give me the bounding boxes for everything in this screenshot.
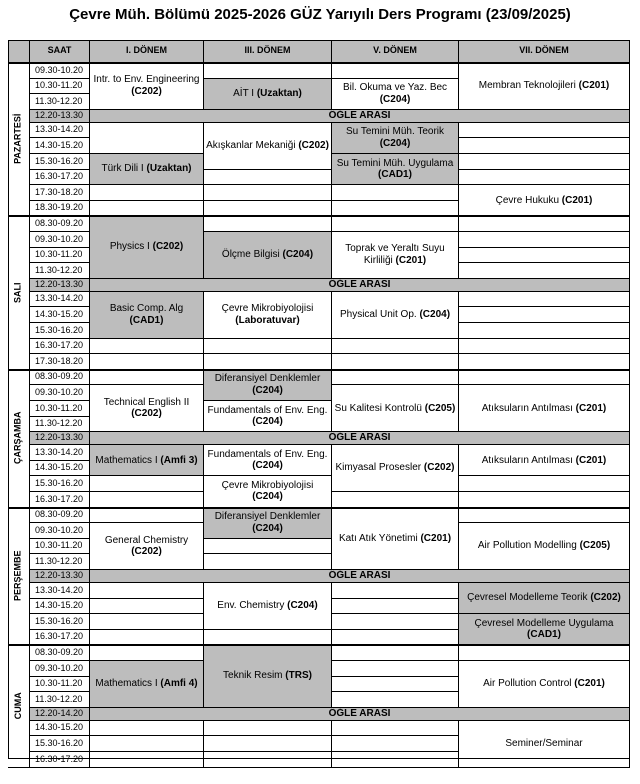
lunch-break: ÖĞLE ARASI xyxy=(90,708,630,721)
course-room: (C202) xyxy=(131,408,162,420)
course-cell xyxy=(459,583,630,614)
course-info xyxy=(92,74,201,97)
time-slot: 08.30-09.20 xyxy=(30,645,90,661)
empty-cell xyxy=(332,354,459,370)
course-room: (Amfi 4) xyxy=(160,678,198,690)
course-name: Mathematics I xyxy=(95,454,158,466)
course-cell xyxy=(459,614,630,645)
empty-cell xyxy=(332,736,459,752)
empty-cell xyxy=(459,232,630,248)
day-name: ÇARŞAMBA xyxy=(12,411,23,465)
header-saat: SAAT xyxy=(30,40,90,63)
course-name: Çevresel Modelleme Teorik xyxy=(467,592,588,604)
course-name: Intr. to Env. Engineering xyxy=(93,74,200,86)
course-info xyxy=(479,80,609,92)
time-slot: 13.30-14.20 xyxy=(30,292,90,308)
empty-cell xyxy=(459,476,630,492)
empty-cell xyxy=(90,583,204,599)
course-name: Katı Atık Yönetimi xyxy=(338,532,418,544)
time-slot: 17.30-18.20 xyxy=(30,354,90,370)
course-cell xyxy=(332,79,459,110)
empty-cell xyxy=(332,201,459,217)
empty-cell xyxy=(204,752,332,768)
course-info xyxy=(334,126,456,149)
course-cell xyxy=(204,292,332,339)
empty-cell xyxy=(332,492,459,508)
course-name: Teknik Resim xyxy=(223,670,283,682)
course-cell xyxy=(459,661,630,708)
course-name: Technical English II xyxy=(103,396,190,408)
empty-cell xyxy=(90,354,204,370)
time-slot: 14.30-15.20 xyxy=(30,721,90,737)
time-slot: 16.30-17.20 xyxy=(30,492,90,508)
course-info xyxy=(206,140,329,152)
day-name: SALI xyxy=(12,282,23,303)
empty-cell xyxy=(332,630,459,646)
empty-cell xyxy=(332,185,459,201)
course-room: (C202) xyxy=(423,462,455,474)
course-info xyxy=(223,670,312,682)
course-name: Seminer/Seminar xyxy=(505,737,583,749)
empty-cell xyxy=(459,339,630,355)
time-slot: 16.30-17.20 xyxy=(30,630,90,646)
course-room: (C204) xyxy=(282,249,314,261)
day-separator xyxy=(8,644,630,646)
course-name: Env. Chemistry xyxy=(217,600,285,612)
course-name: Türk Dili I xyxy=(101,163,144,175)
time-slot: 11.30-12.20 xyxy=(30,417,90,433)
time-slot: 15.30-16.20 xyxy=(30,614,90,630)
course-cell xyxy=(459,721,630,768)
header-d5: V. DÖNEM xyxy=(332,40,459,63)
course-room: (C204) xyxy=(252,416,283,428)
course-room: (C202) xyxy=(590,592,621,604)
course-cell xyxy=(204,508,332,539)
course-info xyxy=(101,163,191,175)
course-name: AİT I xyxy=(233,87,255,99)
time-slot: 10.30-11.20 xyxy=(30,677,90,693)
course-name: Toprak ve Yeraltı Suyu Kirliliği xyxy=(345,243,445,266)
course-room: (CAD1) xyxy=(129,314,164,326)
time-slot: 14.30-15.20 xyxy=(30,307,90,323)
course-name: Bil. Okuma ve Yaz. Bec xyxy=(342,82,448,94)
course-name: Basic Comp. Alg xyxy=(109,303,184,315)
time-slot: 14.30-15.20 xyxy=(30,461,90,477)
course-cell xyxy=(332,508,459,570)
course-room: (C204) xyxy=(252,384,283,396)
course-room: (C201) xyxy=(578,80,610,92)
course-cell xyxy=(332,232,459,279)
course-info xyxy=(92,397,201,420)
empty-cell xyxy=(332,583,459,599)
course-room: (C201) xyxy=(561,194,593,206)
empty-cell xyxy=(204,721,332,737)
empty-cell xyxy=(204,216,332,232)
course-room: (C201) xyxy=(395,254,427,266)
day-label xyxy=(8,645,30,767)
empty-cell xyxy=(332,370,459,386)
course-room: (C205) xyxy=(579,540,611,552)
time-slot: 15.30-16.20 xyxy=(30,323,90,339)
course-cell xyxy=(332,385,459,432)
empty-cell xyxy=(459,492,630,508)
empty-cell xyxy=(332,339,459,355)
time-slot: 14.30-15.20 xyxy=(30,599,90,615)
course-info xyxy=(461,618,627,641)
empty-cell xyxy=(204,554,332,570)
course-info xyxy=(206,373,329,396)
course-name: Çevre Mikrobiyolojisi xyxy=(221,303,314,315)
course-room: (C204) xyxy=(287,600,318,612)
empty-cell xyxy=(459,123,630,139)
time-slot: 16.30-17.20 xyxy=(30,752,90,768)
course-name: Air Pollution Modelling xyxy=(477,540,577,552)
time-slot: 11.30-12.20 xyxy=(30,94,90,110)
course-info xyxy=(206,303,329,326)
day-label xyxy=(8,508,30,646)
course-room: (C204) xyxy=(252,491,283,503)
empty-cell xyxy=(90,185,204,201)
header-corner xyxy=(8,40,30,63)
empty-cell xyxy=(90,339,204,355)
course-info xyxy=(217,600,317,612)
course-name: Su Temini Müh. Uygulama xyxy=(336,157,454,169)
empty-cell xyxy=(459,138,630,154)
empty-cell xyxy=(332,216,459,232)
empty-cell xyxy=(204,201,332,217)
course-info xyxy=(478,540,610,552)
empty-cell xyxy=(90,123,204,154)
course-room: (C202) xyxy=(298,139,329,151)
course-cell xyxy=(459,385,630,432)
course-cell xyxy=(90,445,204,476)
course-room: (Amfi 3) xyxy=(160,454,198,466)
empty-cell xyxy=(459,292,630,308)
time-slot: 09.30-10.20 xyxy=(30,232,90,248)
day-separator xyxy=(8,369,630,371)
empty-cell xyxy=(90,370,204,386)
empty-cell xyxy=(459,154,630,170)
time-slot: 12.20-13.30 xyxy=(30,110,90,123)
day-separator xyxy=(8,507,630,509)
time-slot: 15.30-16.20 xyxy=(30,476,90,492)
course-name: Akışkanlar Mekaniği xyxy=(206,139,296,151)
course-name: Membran Teknolojileri xyxy=(478,80,576,92)
course-cell xyxy=(90,154,204,185)
course-cell xyxy=(90,385,204,432)
course-room: (C201) xyxy=(575,402,607,414)
empty-cell xyxy=(90,630,204,646)
time-slot: 09.30-10.20 xyxy=(30,523,90,539)
empty-cell xyxy=(459,248,630,264)
course-info xyxy=(206,480,329,503)
day-name: PAZARTESİ xyxy=(12,114,23,165)
course-name: Air Pollution Control xyxy=(483,678,572,690)
course-info xyxy=(206,405,329,428)
empty-cell xyxy=(90,614,204,630)
course-cell xyxy=(90,292,204,339)
header-d1: I. DÖNEM xyxy=(90,40,204,63)
course-cell xyxy=(459,63,630,110)
empty-cell xyxy=(459,216,630,232)
empty-cell xyxy=(204,185,332,201)
time-slot: 15.30-16.20 xyxy=(30,736,90,752)
course-cell xyxy=(332,123,459,154)
course-cell xyxy=(204,401,332,432)
empty-cell xyxy=(204,170,332,186)
time-slot: 14.30-15.20 xyxy=(30,138,90,154)
day-label xyxy=(8,63,30,216)
course-room: (C204) xyxy=(252,460,283,472)
day-name: PERŞEMBE xyxy=(12,550,23,602)
course-cell xyxy=(459,185,630,216)
lunch-break: ÖĞLE ARASI xyxy=(90,110,630,123)
time-slot: 12.20-13.30 xyxy=(30,570,90,583)
time-slot: 12.20-13.30 xyxy=(30,432,90,445)
schedule-table xyxy=(8,40,630,764)
empty-cell xyxy=(204,339,332,355)
course-room: (CAD1) xyxy=(378,169,412,181)
course-info xyxy=(505,738,582,750)
empty-cell xyxy=(459,645,630,661)
time-slot: 18.30-19.20 xyxy=(30,201,90,217)
course-cell xyxy=(204,123,332,170)
course-cell xyxy=(204,445,332,476)
course-name: Physics I xyxy=(109,241,150,253)
course-room: (C204) xyxy=(419,308,451,320)
time-slot: 16.30-17.20 xyxy=(30,339,90,355)
course-name: Ölçme Bilgisi xyxy=(221,249,280,261)
course-info xyxy=(222,249,313,261)
course-cell xyxy=(332,154,459,185)
course-info xyxy=(95,678,197,690)
day-label xyxy=(8,216,30,369)
empty-cell xyxy=(90,645,204,661)
time-slot: 10.30-11.20 xyxy=(30,248,90,264)
course-info xyxy=(334,82,456,105)
course-cell xyxy=(204,583,332,630)
empty-cell xyxy=(332,721,459,737)
course-cell xyxy=(204,79,332,110)
course-info xyxy=(206,449,329,472)
course-name: Physical Unit Op. xyxy=(339,308,417,320)
course-room: (C202) xyxy=(131,85,162,97)
empty-cell xyxy=(90,476,204,492)
course-room: (Uzaktan) xyxy=(146,163,192,175)
course-cell xyxy=(459,523,630,570)
course-info xyxy=(483,678,605,690)
course-info xyxy=(336,462,455,474)
empty-cell xyxy=(459,508,630,524)
empty-cell xyxy=(90,736,204,752)
course-name: Çevre Hukuku xyxy=(495,194,559,206)
time-slot: 13.30-14.20 xyxy=(30,583,90,599)
time-slot: 12.20-14.20 xyxy=(30,708,90,721)
header-d3: III. DÖNEM xyxy=(204,40,332,63)
time-slot: 09.30-10.20 xyxy=(30,661,90,677)
empty-cell xyxy=(332,661,459,677)
time-slot: 08.30-09.20 xyxy=(30,216,90,232)
day-separator xyxy=(8,62,630,64)
empty-cell xyxy=(332,614,459,630)
course-cell xyxy=(204,370,332,401)
empty-cell xyxy=(90,492,204,508)
empty-cell xyxy=(459,370,630,386)
course-info xyxy=(110,241,183,253)
course-room: (C201) xyxy=(420,532,452,544)
course-cell xyxy=(90,216,204,278)
course-name: Fundamentals of Env. Eng. xyxy=(207,448,328,460)
course-info xyxy=(206,511,329,534)
course-cell xyxy=(204,476,332,507)
day-label xyxy=(8,370,30,508)
time-slot: 10.30-11.20 xyxy=(30,79,90,95)
course-room: (C201) xyxy=(575,454,607,466)
empty-cell xyxy=(332,692,459,708)
course-cell xyxy=(204,645,332,707)
time-slot: 11.30-12.20 xyxy=(30,263,90,279)
course-name: Çevresel Modelleme Uygulama xyxy=(474,617,614,629)
course-info xyxy=(482,403,607,415)
time-slot: 10.30-11.20 xyxy=(30,401,90,417)
course-room: (TRS) xyxy=(285,670,312,682)
header-d7: VII. DÖNEM xyxy=(459,40,630,63)
course-room: (C201) xyxy=(574,678,605,690)
course-info xyxy=(335,403,456,415)
course-room: (C204) xyxy=(379,137,411,149)
course-info xyxy=(92,535,201,558)
empty-cell xyxy=(332,599,459,615)
course-info xyxy=(340,309,450,321)
empty-cell xyxy=(459,307,630,323)
time-slot: 08.30-09.20 xyxy=(30,508,90,524)
course-info xyxy=(496,195,593,207)
course-info xyxy=(467,592,621,604)
empty-cell xyxy=(459,170,630,186)
course-room: (CAD1) xyxy=(527,629,561,641)
day-name: CUMA xyxy=(12,692,23,720)
lunch-break: ÖĞLE ARASI xyxy=(90,279,630,292)
course-cell xyxy=(204,232,332,279)
course-name: Su Kalitesi Kontrolü xyxy=(334,402,422,414)
course-cell xyxy=(459,445,630,476)
empty-cell xyxy=(90,508,204,524)
lunch-break: ÖĞLE ARASI xyxy=(90,432,630,445)
empty-cell xyxy=(332,677,459,693)
time-slot: 12.20-13.30 xyxy=(30,279,90,292)
empty-cell xyxy=(459,263,630,279)
course-cell xyxy=(90,523,204,570)
course-room: (Uzaktan) xyxy=(256,87,302,99)
course-name: Su Temini Müh. Teorik xyxy=(345,126,444,138)
empty-cell xyxy=(204,736,332,752)
course-name: Kimyasal Prosesler xyxy=(335,462,422,474)
course-info xyxy=(334,243,456,266)
course-name: Atıksuların Antılması xyxy=(481,454,573,466)
course-room: (C204) xyxy=(379,93,411,105)
course-room: (C204) xyxy=(252,522,283,534)
lunch-break: ÖĞLE ARASI xyxy=(90,570,630,583)
course-name: Mathematics I xyxy=(95,678,158,690)
empty-cell xyxy=(204,63,332,79)
time-slot: 16.30-17.20 xyxy=(30,170,90,186)
empty-cell xyxy=(90,721,204,737)
time-slot: 10.30-11.20 xyxy=(30,539,90,555)
course-room: (Laboratuvar) xyxy=(235,314,300,326)
time-slot: 15.30-16.20 xyxy=(30,154,90,170)
course-cell xyxy=(90,63,204,110)
empty-cell xyxy=(459,323,630,339)
course-name: Fundamentals of Env. Eng. xyxy=(207,404,328,416)
course-name: Atıksuların Antılması xyxy=(481,402,573,414)
course-info xyxy=(233,88,302,100)
empty-cell xyxy=(204,539,332,555)
course-info xyxy=(482,455,607,467)
empty-cell xyxy=(204,630,332,646)
empty-cell xyxy=(332,645,459,661)
course-name: Çevre Mikrobiyolojisi xyxy=(221,479,314,491)
time-slot: 08.30-09.20 xyxy=(30,370,90,386)
day-separator xyxy=(8,215,630,217)
course-room: (C202) xyxy=(152,241,184,253)
time-slot: 09.30-10.20 xyxy=(30,63,90,79)
course-room: (C205) xyxy=(424,402,456,414)
course-info xyxy=(339,533,451,545)
empty-cell xyxy=(204,354,332,370)
empty-cell xyxy=(90,201,204,217)
empty-cell xyxy=(332,752,459,768)
time-slot: 13.30-14.20 xyxy=(30,123,90,139)
time-slot: 09.30-10.20 xyxy=(30,385,90,401)
course-info xyxy=(334,158,456,181)
time-slot: 11.30-12.20 xyxy=(30,554,90,570)
time-slot: 11.30-12.20 xyxy=(30,692,90,708)
time-slot: 17.30-18.20 xyxy=(30,185,90,201)
empty-cell xyxy=(90,599,204,615)
course-info xyxy=(95,455,197,467)
course-cell xyxy=(332,445,459,492)
course-name: Diferansiyel Denklemler xyxy=(214,373,321,385)
course-info xyxy=(92,303,201,326)
time-slot: 13.30-14.20 xyxy=(30,445,90,461)
empty-cell xyxy=(90,752,204,768)
course-name: General Chemistry xyxy=(104,534,189,546)
page-title: Çevre Müh. Bölümü 2025-2026 GÜZ Yarıyılı Ders Programı (23/09/2025) xyxy=(69,6,571,23)
empty-cell xyxy=(332,63,459,79)
course-room: (C202) xyxy=(131,546,162,558)
empty-cell xyxy=(459,354,630,370)
course-cell xyxy=(332,292,459,339)
course-cell xyxy=(90,661,204,708)
course-name: Diferansiyel Denklemler xyxy=(214,511,321,523)
